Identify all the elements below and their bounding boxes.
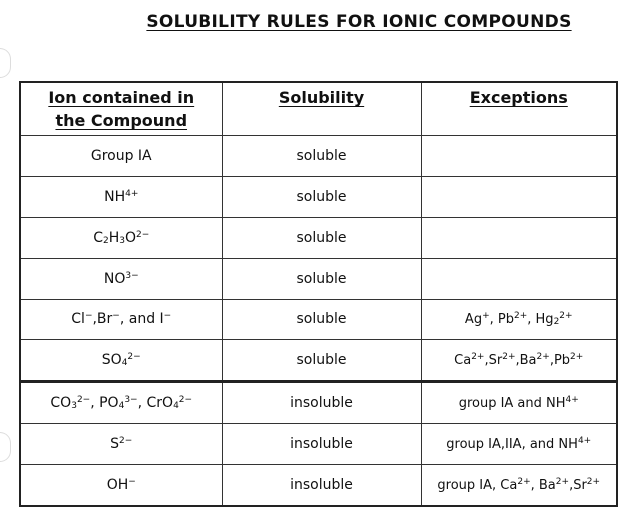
exceptions-cell: group IA,IIA, and $NH^{4+}$ (421, 424, 616, 465)
header-solubility-text: Solubility (278, 88, 365, 107)
solubility-cell: insoluble (222, 465, 421, 505)
header-exceptions (421, 83, 616, 136)
exceptions-cell: Ag+, $Pb^{2+}$, $Hg_2^{2+}$ (421, 299, 616, 340)
table-row (21, 136, 616, 177)
exceptions-cell: group IA and $NH^{4+}$ (421, 382, 616, 424)
solubility-cell: insoluble (222, 382, 421, 424)
header-ion-line2: the Compound (55, 111, 188, 130)
table-row (21, 382, 616, 424)
solubility-cell: soluble (222, 340, 421, 382)
ion-cell: $C_2H_3O^{2-}$ (21, 217, 222, 258)
solubility-table-frame (19, 81, 618, 507)
table-row (21, 258, 616, 299)
page-margin-mark (0, 432, 11, 462)
solubility-cell: soluble (222, 299, 421, 340)
page-title (0, 12, 630, 32)
table-row (21, 299, 616, 340)
solubility-cell: soluble (222, 136, 421, 177)
exceptions-cell: group IA, $Ca^{2+}$, $Ba^{2+},Sr^{2+}$ (421, 465, 616, 505)
table-row (21, 340, 616, 382)
exceptions-cell (421, 176, 616, 217)
ion-cell: $NO^{3-}$ (21, 258, 222, 299)
ion-cell: $S^{2-}$ (21, 424, 222, 465)
solubility-cell: soluble (222, 217, 421, 258)
title-text: SOLUBILITY RULES FOR IONIC COMPOUNDS (146, 12, 572, 32)
ion-cell: Cl−,Br−, and I− (21, 299, 222, 340)
table-row (21, 465, 616, 505)
ion-cell: OH− (21, 465, 222, 505)
solubility-table (21, 83, 616, 505)
ion-cell: $NH^{4+}$ (21, 176, 222, 217)
page-margin-mark (0, 48, 11, 78)
solubility-cell: insoluble (222, 424, 421, 465)
solubility-cell: soluble (222, 258, 421, 299)
table-row (21, 424, 616, 465)
ion-cell: $SO_4^{2-}$ (21, 340, 222, 382)
header-exceptions-text: Exceptions (469, 88, 568, 107)
exceptions-cell (421, 136, 616, 177)
table-body (21, 136, 616, 506)
header-solubility (222, 83, 421, 136)
ion-cell: Group IA (21, 136, 222, 177)
exceptions-cell: $Ca^{2+},Sr^{2+},Ba^{2+},Pb^{2+}$ (421, 340, 616, 382)
solubility-cell: soluble (222, 176, 421, 217)
table-row (21, 217, 616, 258)
exceptions-cell (421, 217, 616, 258)
ion-cell: $CO_3^{2-}$, $PO_4^{3-}$, CrO$_4^{2-}$ (21, 382, 222, 424)
table-header-row (21, 83, 616, 136)
header-ion (21, 83, 222, 136)
table-row (21, 176, 616, 217)
header-ion-line1: Ion contained in (48, 88, 195, 107)
exceptions-cell (421, 258, 616, 299)
